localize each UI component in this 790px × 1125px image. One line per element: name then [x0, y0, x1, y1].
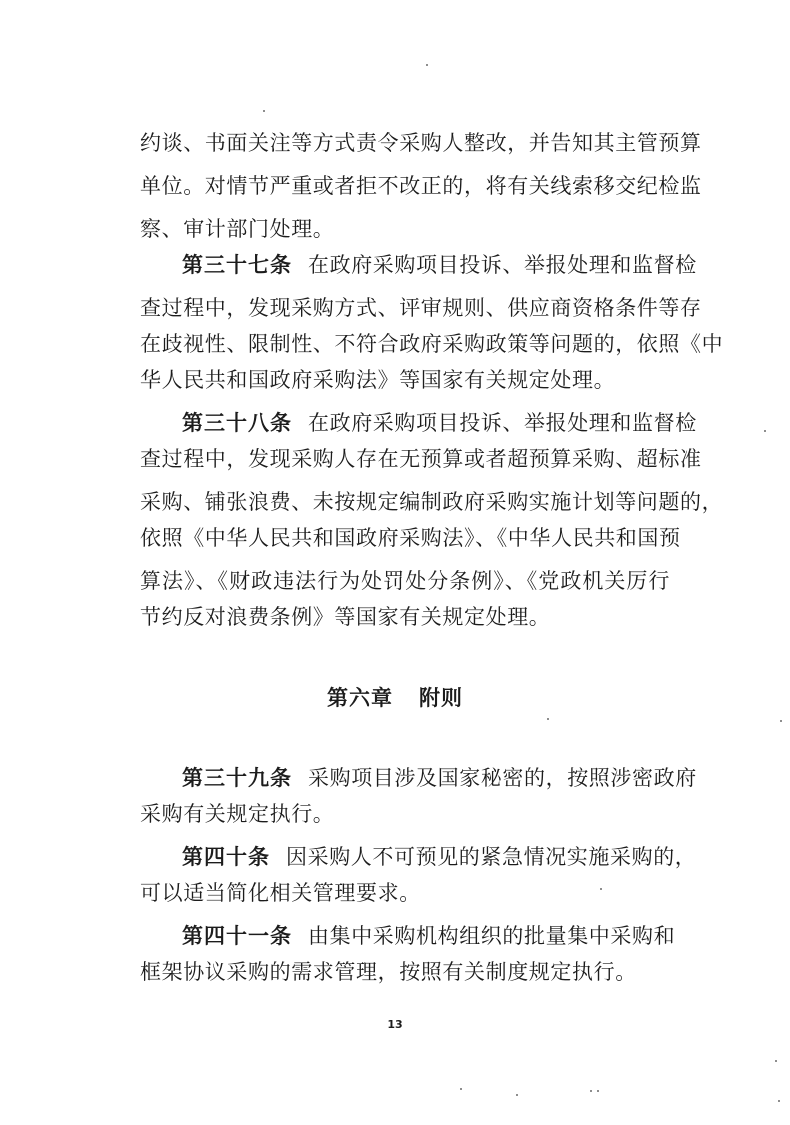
scan-speck [775, 1060, 777, 1062]
article-heading: 第三十九条 [182, 766, 292, 790]
paragraph-line: 查过程中，发现采购方式、评审规则、供应商资格条件等存 [140, 296, 702, 320]
article-first-line [182, 408, 697, 438]
paragraph-line: 框架协议采购的需求管理，按照有关制度规定执行。 [140, 960, 637, 984]
article-heading: 第四十一条 [182, 924, 292, 948]
article-text: 因采购人不可预见的紧急情况实施采购的， [286, 845, 697, 869]
paragraph-line: 可以适当简化相关管理要求。 [140, 881, 421, 905]
scan-speck [263, 110, 265, 112]
scan-speck [460, 1088, 462, 1090]
paragraph-line: 节约反对浪费条例》等国家有关规定处理。 [140, 605, 551, 629]
scan-speck [426, 64, 428, 66]
article-text: 在政府采购项目投诉、举报处理和监督检 [308, 253, 697, 277]
scan-speck [778, 1100, 780, 1102]
paragraph-line: 约谈、书面关注等方式责令采购人整改，并告知其主管预算 [140, 131, 702, 155]
scan-speck [590, 1090, 592, 1092]
paragraph-line: 依照《中华人民共和国政府采购法》、《中华人民共和国预 [140, 526, 681, 550]
article-first-line [182, 250, 697, 280]
paragraph-line: 华人民共和国政府采购法》等国家有关规定处理。 [140, 368, 616, 392]
paragraph-line: 采购有关规定执行。 [140, 802, 335, 826]
paragraph-line: 查过程中，发现采购人存在无预算或者超预算采购、超标准 [140, 447, 702, 471]
scan-speck [597, 1090, 599, 1092]
paragraph-line: 单位。对情节严重或者拒不改正的，将有关线索移交纪检监 [140, 174, 702, 198]
article-text: 由集中采购机构组织的批量集中采购和 [308, 924, 676, 948]
article-first-line [182, 763, 697, 793]
paragraph-line: 采购、铺张浪费、未按规定编制政府采购实施计划等问题的， [140, 490, 724, 514]
paragraph-line: 算法》、《财政违法行为处罚处分条例》、《党政机关厉行 [140, 569, 670, 593]
chapter-number: 第六章 [327, 686, 393, 710]
scan-speck [764, 430, 766, 432]
article-heading: 第三十八条 [182, 411, 292, 435]
scan-speck [516, 1094, 518, 1096]
article-heading: 第三十七条 [182, 253, 292, 277]
chapter-heading [0, 683, 790, 713]
paragraph-line: 察、审计部门处理。 [140, 217, 335, 241]
paragraph-line: 在歧视性、限制性、不符合政府采购政策等问题的，依照《中 [140, 332, 724, 356]
scan-speck [780, 720, 782, 722]
page-number: 13 [387, 1018, 403, 1031]
article-text: 在政府采购项目投诉、举报处理和监督检 [308, 411, 697, 435]
chapter-title: 附则 [419, 686, 463, 710]
scan-speck [547, 718, 549, 720]
article-first-line [182, 921, 676, 951]
article-text: 采购项目涉及国家秘密的，按照涉密政府 [308, 766, 697, 790]
article-heading: 第四十条 [182, 845, 270, 869]
article-first-line [182, 842, 697, 872]
scan-speck [600, 888, 602, 890]
